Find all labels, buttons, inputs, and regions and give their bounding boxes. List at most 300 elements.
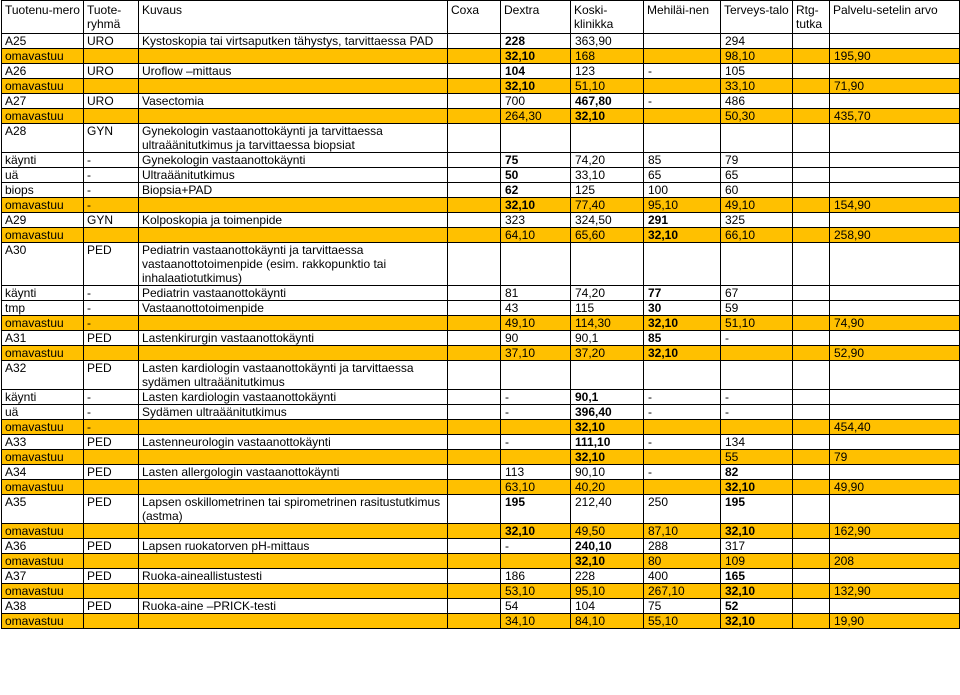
- cell-group: [84, 614, 139, 629]
- cell-koskiklinikka: 40,20: [571, 480, 644, 495]
- cell-coxa: [448, 49, 501, 64]
- cell-palveluseteli: 435,70: [830, 109, 960, 124]
- cell-dextra: 32,10: [501, 524, 571, 539]
- cell-dextra: [501, 450, 571, 465]
- cell-palveluseteli: [830, 539, 960, 554]
- cell-palveluseteli: [830, 435, 960, 450]
- cell-code: omavastuu: [2, 614, 84, 629]
- cell-desc: [139, 346, 448, 361]
- cell-koskiklinikka: 90,1: [571, 331, 644, 346]
- cell-group: [84, 480, 139, 495]
- cell-koskiklinikka: 90,1: [571, 390, 644, 405]
- cell-koskiklinikka: 168: [571, 49, 644, 64]
- cell-rtgtutka: [793, 554, 830, 569]
- cell-mehilainen: 85: [644, 153, 721, 168]
- table-row: [2, 569, 960, 584]
- cell-terveystalo: 294: [721, 34, 793, 49]
- cell-desc: Biopsia+PAD: [139, 183, 448, 198]
- cell-mehilainen: -: [644, 64, 721, 79]
- cell-koskiklinikka: [571, 361, 644, 390]
- cell-rtgtutka: [793, 228, 830, 243]
- table-row: [2, 168, 960, 183]
- cell-rtgtutka: [793, 124, 830, 153]
- cell-terveystalo: 109: [721, 554, 793, 569]
- omavastuu-row: [2, 480, 960, 495]
- cell-group: -: [84, 286, 139, 301]
- cell-coxa: [448, 465, 501, 480]
- cell-group: PED: [84, 599, 139, 614]
- cell-dextra: 32,10: [501, 198, 571, 213]
- price-table: [1, 0, 960, 629]
- cell-dextra: [501, 243, 571, 286]
- cell-rtgtutka: [793, 599, 830, 614]
- cell-rtgtutka: [793, 198, 830, 213]
- cell-rtgtutka: [793, 420, 830, 435]
- cell-mehilainen: 87,10: [644, 524, 721, 539]
- cell-dextra: 34,10: [501, 614, 571, 629]
- cell-dextra: 195: [501, 495, 571, 524]
- cell-desc: [139, 614, 448, 629]
- cell-palveluseteli: [830, 286, 960, 301]
- cell-terveystalo: [721, 420, 793, 435]
- cell-dextra: 43: [501, 301, 571, 316]
- table-row: [2, 599, 960, 614]
- cell-coxa: [448, 331, 501, 346]
- cell-rtgtutka: [793, 49, 830, 64]
- cell-palveluseteli: 71,90: [830, 79, 960, 94]
- cell-mehilainen: [644, 109, 721, 124]
- cell-desc: [139, 198, 448, 213]
- cell-group: PED: [84, 465, 139, 480]
- cell-code: A30: [2, 243, 84, 286]
- cell-dextra: -: [501, 390, 571, 405]
- cell-rtgtutka: [793, 614, 830, 629]
- cell-code: omavastuu: [2, 49, 84, 64]
- table-row: [2, 465, 960, 480]
- cell-mehilainen: 32,10: [644, 228, 721, 243]
- cell-palveluseteli: 208: [830, 554, 960, 569]
- table-row: [2, 331, 960, 346]
- cell-dextra: 62: [501, 183, 571, 198]
- cell-rtgtutka: [793, 450, 830, 465]
- header-palvelusetelin-arvo: Palvelu-setelin arvo: [830, 1, 960, 34]
- cell-rtgtutka: [793, 109, 830, 124]
- cell-palveluseteli: [830, 243, 960, 286]
- cell-mehilainen: -: [644, 465, 721, 480]
- cell-group: [84, 450, 139, 465]
- cell-coxa: [448, 94, 501, 109]
- cell-rtgtutka: [793, 301, 830, 316]
- cell-group: URO: [84, 64, 139, 79]
- table-row: [2, 153, 960, 168]
- cell-rtgtutka: [793, 435, 830, 450]
- cell-group: [84, 49, 139, 64]
- cell-code: A29: [2, 213, 84, 228]
- cell-rtgtutka: [793, 94, 830, 109]
- cell-koskiklinikka: 77,40: [571, 198, 644, 213]
- cell-code: omavastuu: [2, 420, 84, 435]
- cell-dextra: -: [501, 539, 571, 554]
- cell-group: PED: [84, 243, 139, 286]
- cell-desc: [139, 109, 448, 124]
- omavastuu-row: [2, 524, 960, 539]
- cell-coxa: [448, 554, 501, 569]
- cell-dextra: -: [501, 405, 571, 420]
- cell-coxa: [448, 153, 501, 168]
- cell-coxa: [448, 435, 501, 450]
- cell-dextra: [501, 124, 571, 153]
- cell-mehilainen: 100: [644, 183, 721, 198]
- omavastuu-row: [2, 420, 960, 435]
- cell-desc: [139, 554, 448, 569]
- cell-dextra: 90: [501, 331, 571, 346]
- cell-palveluseteli: 79: [830, 450, 960, 465]
- cell-palveluseteli: [830, 213, 960, 228]
- cell-coxa: [448, 584, 501, 599]
- cell-coxa: [448, 599, 501, 614]
- cell-mehilainen: 291: [644, 213, 721, 228]
- table-row: [2, 213, 960, 228]
- cell-dextra: [501, 420, 571, 435]
- cell-dextra: -: [501, 435, 571, 450]
- cell-terveystalo: [721, 361, 793, 390]
- cell-mehilainen: 400: [644, 569, 721, 584]
- cell-code: omavastuu: [2, 554, 84, 569]
- cell-coxa: [448, 124, 501, 153]
- cell-code: käynti: [2, 153, 84, 168]
- cell-rtgtutka: [793, 286, 830, 301]
- table-row: [2, 405, 960, 420]
- cell-coxa: [448, 79, 501, 94]
- cell-terveystalo: -: [721, 390, 793, 405]
- omavastuu-row: [2, 584, 960, 599]
- cell-dextra: 53,10: [501, 584, 571, 599]
- cell-group: -: [84, 420, 139, 435]
- cell-terveystalo: 32,10: [721, 584, 793, 599]
- cell-koskiklinikka: 32,10: [571, 420, 644, 435]
- cell-koskiklinikka: 74,20: [571, 286, 644, 301]
- cell-desc: Pediatrin vastaanottokäynti: [139, 286, 448, 301]
- cell-palveluseteli: [830, 361, 960, 390]
- cell-terveystalo: 98,10: [721, 49, 793, 64]
- cell-desc: Ultraäänitutkimus: [139, 168, 448, 183]
- cell-desc: Lapsen oskillometrinen tai spirometrinen rasitustutkimus (astma): [139, 495, 448, 524]
- cell-mehilainen: 267,10: [644, 584, 721, 599]
- cell-group: PED: [84, 569, 139, 584]
- cell-group: [84, 524, 139, 539]
- cell-code: A31: [2, 331, 84, 346]
- cell-koskiklinikka: 240,10: [571, 539, 644, 554]
- cell-desc: Ruoka-aine –PRICK-testi: [139, 599, 448, 614]
- cell-mehilainen: 65: [644, 168, 721, 183]
- cell-terveystalo: 32,10: [721, 614, 793, 629]
- cell-coxa: [448, 228, 501, 243]
- cell-rtgtutka: [793, 480, 830, 495]
- cell-terveystalo: 486: [721, 94, 793, 109]
- cell-dextra: 228: [501, 34, 571, 49]
- cell-palveluseteli: [830, 64, 960, 79]
- cell-group: [84, 584, 139, 599]
- omavastuu-row: [2, 228, 960, 243]
- cell-group: [84, 554, 139, 569]
- cell-koskiklinikka: 123: [571, 64, 644, 79]
- cell-coxa: [448, 316, 501, 331]
- cell-group: -: [84, 198, 139, 213]
- cell-terveystalo: 134: [721, 435, 793, 450]
- cell-terveystalo: 55: [721, 450, 793, 465]
- cell-rtgtutka: [793, 243, 830, 286]
- cell-code: omavastuu: [2, 198, 84, 213]
- cell-code: omavastuu: [2, 346, 84, 361]
- cell-terveystalo: 195: [721, 495, 793, 524]
- cell-desc: [139, 524, 448, 539]
- cell-code: omavastuu: [2, 79, 84, 94]
- cell-code: omavastuu: [2, 316, 84, 331]
- cell-dextra: 37,10: [501, 346, 571, 361]
- cell-group: -: [84, 153, 139, 168]
- cell-terveystalo: 59: [721, 301, 793, 316]
- cell-group: [84, 109, 139, 124]
- cell-terveystalo: 49,10: [721, 198, 793, 213]
- cell-code: omavastuu: [2, 450, 84, 465]
- cell-rtgtutka: [793, 539, 830, 554]
- cell-rtgtutka: [793, 79, 830, 94]
- cell-rtgtutka: [793, 153, 830, 168]
- cell-desc: [139, 420, 448, 435]
- cell-rtgtutka: [793, 34, 830, 49]
- cell-dextra: [501, 554, 571, 569]
- cell-group: -: [84, 316, 139, 331]
- cell-desc: [139, 228, 448, 243]
- cell-koskiklinikka: 212,40: [571, 495, 644, 524]
- cell-dextra: 32,10: [501, 79, 571, 94]
- cell-terveystalo: 105: [721, 64, 793, 79]
- header-coxa: Coxa: [448, 1, 501, 34]
- cell-desc: Pediatrin vastaanottokäynti ja tarvittaessa vastaanottotoimenpide (esim. rakkopunktio tai inhalaatiotutkimus): [139, 243, 448, 286]
- cell-palveluseteli: [830, 301, 960, 316]
- cell-koskiklinikka: 49,50: [571, 524, 644, 539]
- omavastuu-row: [2, 554, 960, 569]
- cell-coxa: [448, 361, 501, 390]
- cell-mehilainen: 32,10: [644, 346, 721, 361]
- cell-dextra: 700: [501, 94, 571, 109]
- cell-palveluseteli: 52,90: [830, 346, 960, 361]
- cell-rtgtutka: [793, 584, 830, 599]
- cell-code: A36: [2, 539, 84, 554]
- cell-dextra: 113: [501, 465, 571, 480]
- cell-koskiklinikka: [571, 124, 644, 153]
- cell-mehilainen: 30: [644, 301, 721, 316]
- cell-code: tmp: [2, 301, 84, 316]
- cell-mehilainen: 55,10: [644, 614, 721, 629]
- cell-mehilainen: -: [644, 94, 721, 109]
- cell-group: [84, 79, 139, 94]
- cell-koskiklinikka: [571, 243, 644, 286]
- cell-mehilainen: [644, 450, 721, 465]
- cell-group: PED: [84, 495, 139, 524]
- cell-mehilainen: 85: [644, 331, 721, 346]
- cell-koskiklinikka: 74,20: [571, 153, 644, 168]
- cell-terveystalo: [721, 124, 793, 153]
- cell-coxa: [448, 480, 501, 495]
- cell-group: [84, 346, 139, 361]
- cell-koskiklinikka: 32,10: [571, 450, 644, 465]
- cell-dextra: 186: [501, 569, 571, 584]
- cell-mehilainen: 75: [644, 599, 721, 614]
- cell-koskiklinikka: 114,30: [571, 316, 644, 331]
- cell-desc: [139, 480, 448, 495]
- cell-group: PED: [84, 539, 139, 554]
- cell-coxa: [448, 450, 501, 465]
- cell-palveluseteli: [830, 465, 960, 480]
- cell-group: GYN: [84, 124, 139, 153]
- cell-palveluseteli: [830, 390, 960, 405]
- cell-desc: Uroflow –mittaus: [139, 64, 448, 79]
- table-row: [2, 94, 960, 109]
- cell-desc: Lasten kardiologin vastaanottokäynti: [139, 390, 448, 405]
- cell-coxa: [448, 495, 501, 524]
- cell-terveystalo: 66,10: [721, 228, 793, 243]
- cell-code: uä: [2, 168, 84, 183]
- cell-code: omavastuu: [2, 584, 84, 599]
- cell-code: A28: [2, 124, 84, 153]
- cell-rtgtutka: [793, 183, 830, 198]
- cell-koskiklinikka: 33,10: [571, 168, 644, 183]
- cell-koskiklinikka: 324,50: [571, 213, 644, 228]
- cell-coxa: [448, 213, 501, 228]
- cell-rtgtutka: [793, 524, 830, 539]
- omavastuu-row: [2, 346, 960, 361]
- cell-coxa: [448, 405, 501, 420]
- cell-code: uä: [2, 405, 84, 420]
- cell-desc: Vastaanottotoimenpide: [139, 301, 448, 316]
- cell-code: omavastuu: [2, 109, 84, 124]
- cell-palveluseteli: [830, 124, 960, 153]
- cell-dextra: 64,10: [501, 228, 571, 243]
- cell-desc: Gynekologin vastaanottokäynti: [139, 153, 448, 168]
- cell-coxa: [448, 34, 501, 49]
- cell-mehilainen: [644, 243, 721, 286]
- cell-terveystalo: -: [721, 331, 793, 346]
- cell-dextra: 63,10: [501, 480, 571, 495]
- cell-dextra: 264,30: [501, 109, 571, 124]
- cell-group: -: [84, 390, 139, 405]
- cell-terveystalo: -: [721, 405, 793, 420]
- cell-dextra: 49,10: [501, 316, 571, 331]
- cell-mehilainen: [644, 49, 721, 64]
- omavastuu-row: [2, 614, 960, 629]
- cell-group: URO: [84, 94, 139, 109]
- header-rtgtutka: Rtg-tutka: [793, 1, 830, 34]
- table-row: [2, 183, 960, 198]
- cell-koskiklinikka: 111,10: [571, 435, 644, 450]
- cell-code: A32: [2, 361, 84, 390]
- cell-group: PED: [84, 435, 139, 450]
- cell-koskiklinikka: 115: [571, 301, 644, 316]
- cell-rtgtutka: [793, 405, 830, 420]
- cell-rtgtutka: [793, 390, 830, 405]
- cell-koskiklinikka: 104: [571, 599, 644, 614]
- cell-palveluseteli: 74,90: [830, 316, 960, 331]
- table-row: [2, 301, 960, 316]
- cell-code: A37: [2, 569, 84, 584]
- cell-group: -: [84, 183, 139, 198]
- cell-desc: Kolposkopia ja toimenpide: [139, 213, 448, 228]
- cell-code: omavastuu: [2, 524, 84, 539]
- cell-desc: [139, 584, 448, 599]
- cell-palveluseteli: 49,90: [830, 480, 960, 495]
- cell-terveystalo: 325: [721, 213, 793, 228]
- cell-rtgtutka: [793, 361, 830, 390]
- cell-group: -: [84, 405, 139, 420]
- omavastuu-row: [2, 316, 960, 331]
- cell-terveystalo: 82: [721, 465, 793, 480]
- cell-coxa: [448, 420, 501, 435]
- cell-mehilainen: [644, 34, 721, 49]
- cell-coxa: [448, 524, 501, 539]
- cell-terveystalo: 79: [721, 153, 793, 168]
- cell-code: käynti: [2, 286, 84, 301]
- table-row: [2, 34, 960, 49]
- cell-mehilainen: [644, 361, 721, 390]
- cell-coxa: [448, 243, 501, 286]
- header-mehilainen: Mehiläi-nen: [644, 1, 721, 34]
- cell-rtgtutka: [793, 346, 830, 361]
- cell-rtgtutka: [793, 213, 830, 228]
- cell-terveystalo: 51,10: [721, 316, 793, 331]
- cell-coxa: [448, 301, 501, 316]
- cell-coxa: [448, 346, 501, 361]
- cell-koskiklinikka: 51,10: [571, 79, 644, 94]
- cell-koskiklinikka: 65,60: [571, 228, 644, 243]
- cell-palveluseteli: 258,90: [830, 228, 960, 243]
- cell-group: PED: [84, 331, 139, 346]
- cell-desc: Lastenkirurgin vastaanottokäynti: [139, 331, 448, 346]
- cell-dextra: 54: [501, 599, 571, 614]
- cell-desc: Lasten kardiologin vastaanottokäynti ja tarvittaessa sydämen ultraäänitutkimus: [139, 361, 448, 390]
- cell-terveystalo: [721, 243, 793, 286]
- cell-koskiklinikka: 32,10: [571, 554, 644, 569]
- cell-mehilainen: 288: [644, 539, 721, 554]
- cell-mehilainen: 95,10: [644, 198, 721, 213]
- table-row: [2, 495, 960, 524]
- omavastuu-row: [2, 49, 960, 64]
- cell-desc: [139, 450, 448, 465]
- cell-palveluseteli: 454,40: [830, 420, 960, 435]
- cell-desc: Lastenneurologin vastaanottokäynti: [139, 435, 448, 450]
- cell-terveystalo: 60: [721, 183, 793, 198]
- cell-desc: Gynekologin vastaanottokäynti ja tarvittaessa ultraäänitutkimus ja tarvittaessa biopsiat: [139, 124, 448, 153]
- cell-dextra: 323: [501, 213, 571, 228]
- cell-mehilainen: 250: [644, 495, 721, 524]
- cell-coxa: [448, 569, 501, 584]
- cell-koskiklinikka: 467,80: [571, 94, 644, 109]
- cell-palveluseteli: [830, 599, 960, 614]
- cell-code: omavastuu: [2, 480, 84, 495]
- cell-palveluseteli: 19,90: [830, 614, 960, 629]
- cell-mehilainen: 77: [644, 286, 721, 301]
- cell-palveluseteli: [830, 569, 960, 584]
- header-dextra: Dextra: [501, 1, 571, 34]
- cell-palveluseteli: [830, 183, 960, 198]
- cell-desc: Kystoskopia tai virtsaputken tähystys, tarvittaessa PAD: [139, 34, 448, 49]
- cell-rtgtutka: [793, 331, 830, 346]
- omavastuu-row: [2, 79, 960, 94]
- cell-palveluseteli: 132,90: [830, 584, 960, 599]
- cell-koskiklinikka: 95,10: [571, 584, 644, 599]
- cell-code: käynti: [2, 390, 84, 405]
- cell-group: PED: [84, 361, 139, 390]
